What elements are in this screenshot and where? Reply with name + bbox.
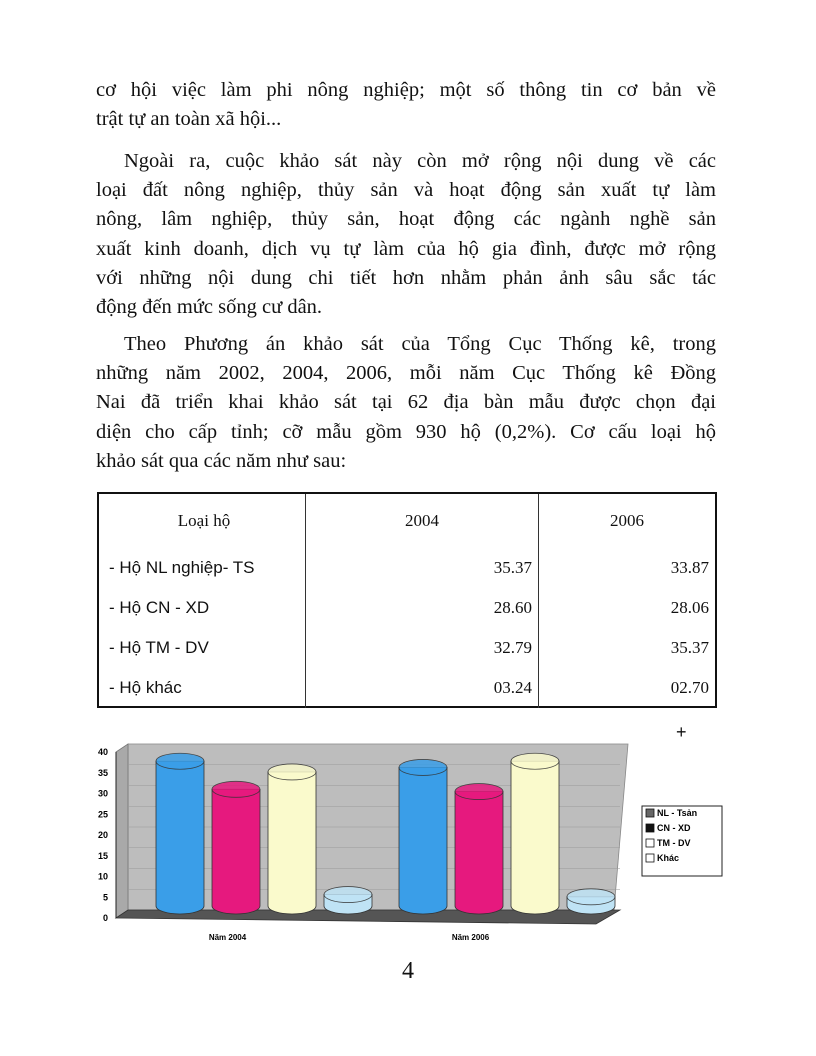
legend-swatch	[646, 854, 654, 862]
y-tick-label: 15	[97, 850, 108, 861]
text-line: Nai đã triển khai khảo sát tại 62 địa bàn mẫu được chọn đại	[96, 391, 716, 414]
paragraph-intro	[96, 76, 716, 134]
bar-body	[455, 792, 503, 914]
chart-bar	[455, 784, 503, 914]
table-row	[99, 548, 715, 588]
legend-swatch	[646, 824, 654, 832]
cell-2006: 33.87	[539, 548, 716, 588]
text-line: diện cho cấp tỉnh; cỡ mẫu gồm 930 hộ (0,2%). Cơ cấu loại hộ	[96, 420, 716, 443]
text-line: nông, lâm nghiệp, thủy sản, hoạt động các ngành nghề sản	[96, 208, 716, 231]
y-tick-label: 30	[97, 788, 108, 799]
text-line: trật tự an toàn xã hội...	[96, 108, 282, 131]
header-year-2006: 2006	[539, 494, 716, 548]
margin-mark: +	[676, 722, 687, 742]
header-household-type: Loại hộ	[177, 511, 231, 530]
bar-top	[455, 784, 503, 800]
y-tick-label: 5	[102, 892, 108, 903]
text-line: với những nội dung chi tiết hơn nhằm phản ảnh sâu sắc tác	[96, 266, 716, 289]
cell-2006: 28.06	[539, 588, 716, 628]
text-line: xuất kinh doanh, dịch vụ tự làm của hộ gia đình, được mở rộng	[96, 237, 716, 260]
row-label: - Hộ NL nghiệp- TS	[109, 558, 255, 577]
chart-bar	[399, 759, 447, 914]
cell-2006: 02.70	[539, 668, 716, 708]
page-number: 4	[402, 958, 414, 984]
text-line: động đến mức sống cư dân.	[96, 296, 323, 319]
bar-body	[511, 761, 559, 914]
paragraph-extension	[96, 147, 716, 322]
chart-bar	[212, 781, 260, 914]
cell-2004: 35.37	[306, 548, 539, 588]
chart-bar	[511, 753, 559, 914]
legend-swatch	[646, 809, 654, 817]
bar-body	[268, 772, 316, 914]
text-line: Ngoài ra, cuộc khảo sát này còn mở rộng nội dung về các	[124, 150, 716, 172]
bar-top	[324, 887, 372, 903]
text-line: khảo sát qua các năm như sau:	[96, 449, 347, 472]
text-line: Theo Phương án khảo sát của Tổng Cục Thống kê, trong	[124, 333, 716, 355]
cell-2004: 32.79	[306, 628, 539, 668]
bar-top	[511, 753, 559, 769]
bar-body	[156, 761, 204, 914]
table-row	[99, 588, 715, 628]
legend-label: TM - DV	[657, 838, 691, 848]
bar-top	[399, 759, 447, 775]
y-tick-label: 20	[97, 830, 108, 840]
table-row	[99, 628, 715, 668]
legend-label: NL - Tsản	[657, 808, 698, 818]
cell-2004: 28.60	[306, 588, 539, 628]
household-structure-table	[97, 492, 717, 708]
y-tick-label: 35	[97, 767, 108, 778]
row-label: - Hộ CN - XD	[109, 598, 210, 617]
cell-2004: 03.24	[306, 668, 539, 708]
text-line: loại đất nông nghiệp, thủy sản và hoạt động sản xuất tự làm	[96, 179, 716, 202]
y-tick-label: 25	[97, 809, 108, 820]
text-line: những năm 2002, 2004, 2006, mỗi năm Cục Thống kê Đồng	[96, 362, 716, 385]
table-row	[99, 668, 715, 708]
paragraph-survey-plan	[96, 330, 716, 476]
table-header-row	[99, 494, 715, 548]
y-tick-label: 10	[97, 871, 108, 882]
chart-side-wall	[116, 744, 128, 918]
row-label: - Hộ khác	[109, 678, 182, 697]
text-line: cơ hội việc làm phi nông nghiệp; một số thông tin cơ bản về	[96, 79, 716, 101]
chart-bar	[567, 889, 615, 914]
bar-top	[212, 781, 260, 797]
bar-top	[156, 753, 204, 769]
bar-top	[567, 889, 615, 905]
bar-top	[268, 764, 316, 780]
bar-body	[212, 789, 260, 914]
chart-bar	[156, 753, 204, 914]
y-tick-label: 40	[97, 747, 108, 757]
x-category-label: Năm 2004	[208, 933, 247, 942]
bar-body	[399, 767, 447, 914]
header-year-2004: 2004	[306, 494, 539, 548]
chart-bar	[324, 887, 372, 914]
cell-2006: 35.37	[539, 628, 716, 668]
chart-bar	[268, 764, 316, 914]
legend-swatch	[646, 839, 654, 847]
row-label: - Hộ TM - DV	[109, 638, 209, 657]
x-category-label: Năm 2006	[451, 933, 490, 942]
household-bar-chart	[86, 722, 726, 952]
legend-label: Khác	[657, 853, 680, 863]
y-tick-label: 0	[102, 913, 108, 923]
legend-label: CN - XD	[657, 823, 691, 833]
